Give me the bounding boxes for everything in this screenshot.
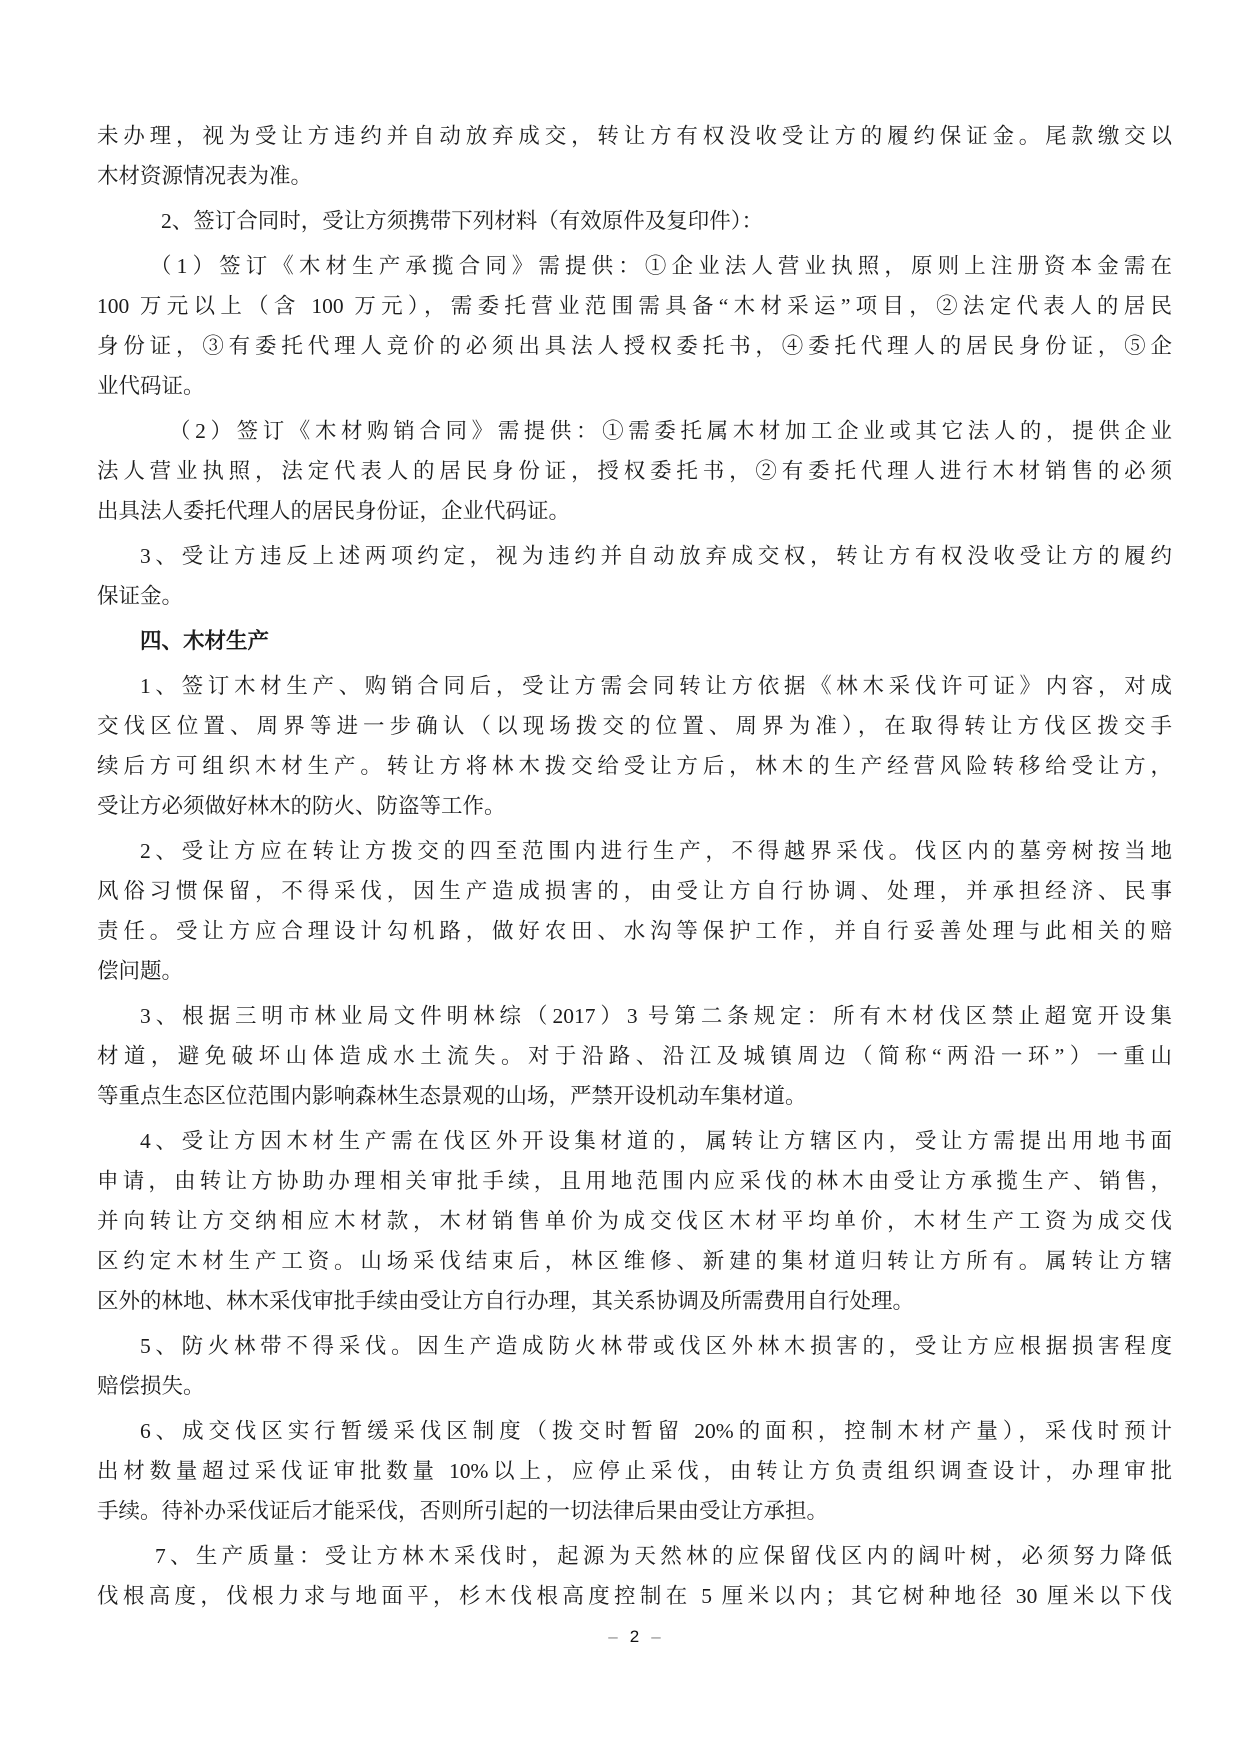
text-line: 交伐区位置、周界等进一步确认（以现场拨交的位置、周界为准），在取得转让方伐区拨交手 [97, 714, 1172, 738]
paragraph [97, 996, 1172, 1116]
text-line: 等重点生态区位范围内影响森林生态景观的山场，严禁开设机动车集材道。 [97, 1084, 807, 1108]
paragraph [97, 1326, 1172, 1406]
text-line: 受让方必须做好林木的防火、防盗等工作。 [97, 794, 506, 818]
footer-dash-right: – [651, 1627, 661, 1646]
text-line: 材道，避免破坏山体造成水土流失。对于沿路、沿江及城镇周边（简称“两沿一环”）一重山 [97, 1044, 1172, 1068]
text-line: 3、根据三明市林业局文件明林综（2017）3 号第二条规定：所有木材伐区禁止超宽开设集 [140, 1004, 1172, 1028]
page-footer [97, 1626, 1172, 1648]
paragraph [97, 1411, 1172, 1531]
text-line: 续后方可组织木材生产。转让方将林木拨交给受让方后，林木的生产经营风险转移给受让方， [97, 754, 1172, 778]
paragraph [97, 1536, 1172, 1616]
footer-dash-left: – [608, 1627, 618, 1646]
paragraph [97, 116, 1172, 196]
text-line: （2）签订《木材购销合同》需提供：①需委托属木材加工企业或其它法人的，提供企业 [169, 419, 1172, 443]
paragraph [97, 411, 1172, 531]
text-line: 偿问题。 [97, 959, 184, 983]
paragraph [97, 201, 1172, 241]
text-line: 出具法人委托代理人的居民身份证，企业代码证。 [97, 499, 571, 523]
text-line: 2、受让方应在转让方拨交的四至范围内进行生产，不得越界采伐。伐区内的墓旁树按当地 [140, 839, 1172, 863]
text-line: 区外的林地、林木采伐审批手续由受让方自行办理，其关系协调及所需费用自行处理。 [97, 1289, 915, 1313]
document-body [97, 116, 1172, 1621]
paragraph [97, 1121, 1172, 1321]
text-line: 四、木材生产 [140, 629, 270, 653]
text-line: 7、生产质量：受让方林木采伐时，起源为天然林的应保留伐区内的阔叶树，必须努力降低 [155, 1544, 1172, 1568]
text-line: （1）签订《木材生产承揽合同》需提供：①企业法人营业执照，原则上注册资本金需在 [150, 254, 1172, 278]
text-line: 并向转让方交纳相应木材款，木材销售单价为成交伐区木材平均单价，木材生产工资为成交伐 [97, 1209, 1172, 1233]
text-line: 申请，由转让方协助办理相关审批手续，且用地范围内应采伐的林木由受让方承揽生产、销售， [97, 1169, 1172, 1193]
page-number: 2 [629, 1627, 640, 1646]
text-line: 业代码证。 [97, 374, 205, 398]
text-line: 伐根高度，伐根力求与地面平，杉木伐根高度控制在 5 厘米以内；其它树种地径 30 厘米以下伐 [97, 1584, 1172, 1608]
text-line: 木材资源情况表为准。 [97, 164, 313, 188]
paragraph [97, 246, 1172, 406]
text-line: 法人营业执照，法定代表人的居民身份证，授权委托书，②有委托代理人进行木材销售的必须 [97, 459, 1172, 483]
paragraph [97, 666, 1172, 826]
paragraph [97, 536, 1172, 616]
text-line: 100 万元以上（含 100 万元），需委托营业范围需具备“木材采运”项目，②法定代表人的居民 [97, 294, 1172, 318]
text-line: 未办理，视为受让方违约并自动放弃成交，转让方有权没收受让方的履约保证金。尾款缴交以 [97, 124, 1172, 148]
text-line: 出材数量超过采伐证审批数量 10%以上，应停止采伐，由转让方负责组织调查设计，办理审批 [97, 1459, 1172, 1483]
text-line: 保证金。 [97, 584, 184, 608]
text-line: 手续。待补办采伐证后才能采伐，否则所引起的一切法律后果由受让方承担。 [97, 1499, 829, 1523]
section-heading [97, 621, 1172, 661]
text-line: 3、受让方违反上述两项约定，视为违约并自动放弃成交权，转让方有权没收受让方的履约 [140, 544, 1172, 568]
text-line: 风俗习惯保留，不得采伐，因生产造成损害的，由受让方自行协调、处理，并承担经济、民事 [97, 879, 1172, 903]
text-line: 身份证，③有委托代理人竞价的必须出具法人授权委托书，④委托代理人的居民身份证，⑤企 [97, 334, 1172, 358]
text-line: 责任。受让方应合理设计勾机路，做好农田、水沟等保护工作，并自行妥善处理与此相关的赔 [97, 919, 1172, 943]
text-line: 赔偿损失。 [97, 1374, 205, 1398]
text-line: 4、受让方因木材生产需在伐区外开设集材道的，属转让方辖区内，受让方需提出用地书面 [140, 1129, 1172, 1153]
text-line: 2、签订合同时，受让方须携带下列材料（有效原件及复印件）： [161, 209, 764, 233]
paragraph [97, 831, 1172, 991]
text-line: 区约定木材生产工资。山场采伐结束后，林区维修、新建的集材道归转让方所有。属转让方辖 [97, 1249, 1172, 1273]
text-line: 5、防火林带不得采伐。因生产造成防火林带或伐区外林木损害的，受让方应根据损害程度 [140, 1334, 1172, 1358]
text-line: 1、签订木材生产、购销合同后，受让方需会同转让方依据《林木采伐许可证》内容，对成 [140, 674, 1172, 698]
text-line: 6、成交伐区实行暂缓采伐区制度（拨交时暂留 20%的面积，控制木材产量），采伐时预计 [140, 1419, 1172, 1443]
